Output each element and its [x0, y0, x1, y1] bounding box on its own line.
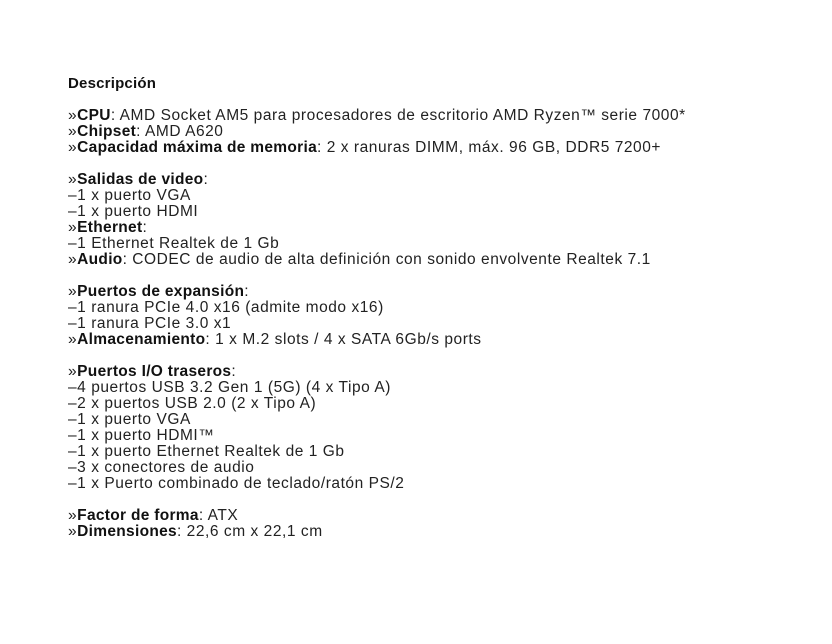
- separator: :: [176, 523, 182, 540]
- spacer: [68, 156, 686, 172]
- bullet-marker: »: [68, 219, 78, 236]
- spec-item-text: 1 x puerto HDMI: [77, 203, 199, 220]
- dash-marker: –: [68, 187, 78, 204]
- spec-label: Puertos de expansión: [77, 283, 245, 300]
- bullet-marker: »: [68, 171, 78, 188]
- dash-marker: –: [68, 315, 78, 332]
- spec-item-text: 1 x puerto Ethernet Realtek de 1 Gb: [77, 443, 345, 460]
- spec-value: AMD A620: [140, 123, 224, 140]
- section-title: Descripción: [68, 75, 157, 92]
- separator: :: [198, 507, 204, 524]
- spec-memory: [68, 140, 686, 156]
- separator: :: [203, 171, 209, 188]
- spec-value: ATX: [203, 507, 239, 524]
- spec-item-text: 1 x Puerto combinado de teclado/ratón PS/2: [77, 475, 405, 492]
- spec-label: Chipset: [77, 123, 137, 140]
- separator: :: [317, 139, 322, 156]
- spec-label: Factor de forma: [77, 507, 199, 524]
- spec-dimensions: [68, 524, 686, 540]
- bullet-marker: »: [68, 107, 78, 124]
- spec-item: [68, 236, 686, 252]
- spec-value: AMD Socket AM5 para procesadores de escritorio AMD Ryzen™ serie 7000*: [115, 107, 686, 124]
- bullet-marker: »: [68, 123, 78, 140]
- spec-value: CODEC de audio de alta definición con sonido envolvente Realtek 7.1: [127, 251, 651, 268]
- spec-item-text: 1 ranura PCIe 4.0 x16 (admite modo x16): [77, 299, 384, 316]
- spec-item: [68, 476, 686, 492]
- dash-marker: –: [68, 459, 78, 476]
- spec-label: Salidas de video: [77, 171, 204, 188]
- dash-marker: –: [68, 203, 78, 220]
- spec-audio: [68, 252, 686, 268]
- spec-rear-io: [68, 364, 686, 380]
- spec-item: [68, 396, 686, 412]
- separator: :: [244, 283, 250, 300]
- spec-item: [68, 188, 686, 204]
- spec-label: Almacenamiento: [77, 331, 206, 348]
- dash-marker: –: [68, 235, 78, 252]
- dash-marker: –: [68, 475, 78, 492]
- bullet-marker: »: [68, 523, 78, 540]
- spec-item-text: 1 x puerto HDMI™: [77, 427, 215, 444]
- spec-item-text: 1 x puerto VGA: [77, 411, 191, 428]
- separator: :: [122, 251, 128, 268]
- spec-label: Audio: [77, 251, 123, 268]
- spec-expansion: [68, 284, 686, 300]
- spec-item: [68, 380, 686, 396]
- bullet-marker: »: [68, 139, 78, 156]
- spec-storage: [68, 332, 686, 348]
- separator: :: [205, 331, 211, 348]
- spacer: [68, 268, 686, 284]
- spec-cpu: [68, 108, 686, 124]
- dash-marker: –: [68, 443, 78, 460]
- spec-item: [68, 444, 686, 460]
- spec-value: 22,6 cm x 22,1 cm: [181, 523, 323, 540]
- bullet-marker: »: [68, 331, 78, 348]
- spec-item-text: 2 x puertos USB 2.0 (2 x Tipo A): [77, 395, 317, 412]
- dash-marker: –: [68, 427, 78, 444]
- bullet-marker: »: [68, 363, 78, 380]
- spec-value: 2 x ranuras DIMM, máx. 96 GB, DDR5 7200+: [321, 139, 662, 156]
- spec-item: [68, 204, 686, 220]
- dash-marker: –: [68, 395, 78, 412]
- spec-chipset: [68, 124, 686, 140]
- spec-label: Ethernet: [77, 219, 143, 236]
- dash-marker: –: [68, 411, 78, 428]
- bullet-marker: »: [68, 507, 78, 524]
- spec-item: [68, 428, 686, 444]
- spec-item-text: 3 x conectores de audio: [77, 459, 255, 476]
- bullet-marker: »: [68, 283, 78, 300]
- spec-item: [68, 316, 686, 332]
- spacer: [68, 348, 686, 364]
- spec-label: Capacidad máxima de memoria: [77, 139, 318, 156]
- spec-item: [68, 300, 686, 316]
- spec-video: [68, 172, 686, 188]
- spec-item: [68, 412, 686, 428]
- separator: :: [110, 107, 116, 124]
- spec-label: CPU: [77, 107, 111, 124]
- separator: :: [136, 123, 141, 140]
- spec-item: [68, 460, 686, 476]
- spec-item-text: 1 Ethernet Realtek de 1 Gb: [77, 235, 280, 252]
- separator: :: [142, 219, 148, 236]
- spec-list: [68, 108, 686, 540]
- spec-value: 1 x M.2 slots / 4 x SATA 6Gb/s ports: [210, 331, 482, 348]
- spec-item-text: 1 ranura PCIe 3.0 x1: [77, 315, 232, 332]
- spec-label: Puertos I/O traseros: [77, 363, 232, 380]
- spec-ethernet: [68, 220, 686, 236]
- dash-marker: –: [68, 379, 78, 396]
- spec-item-text: 4 puertos USB 3.2 Gen 1 (5G) (4 x Tipo A): [77, 379, 391, 396]
- product-description: [68, 76, 686, 540]
- dash-marker: –: [68, 299, 78, 316]
- spec-label: Dimensiones: [77, 523, 177, 540]
- spec-form-factor: [68, 508, 686, 524]
- spacer: [68, 492, 686, 508]
- spec-item-text: 1 x puerto VGA: [77, 187, 191, 204]
- separator: :: [231, 363, 237, 380]
- bullet-marker: »: [68, 251, 78, 268]
